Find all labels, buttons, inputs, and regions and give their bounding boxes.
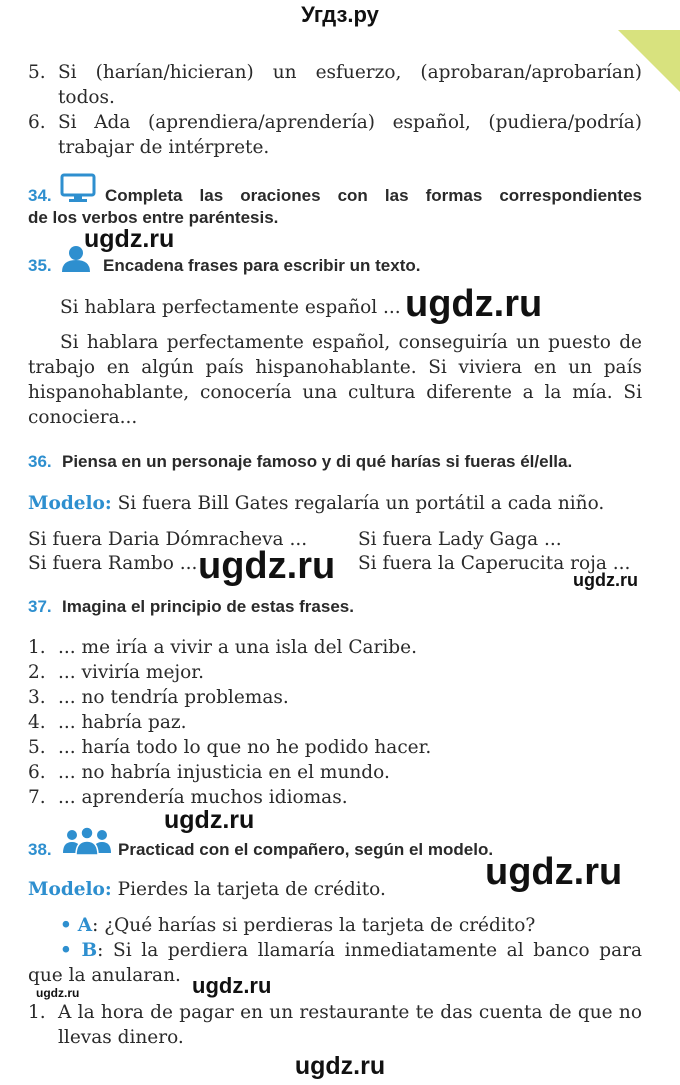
exercise-34-title-line1: Completa las oraciones con las formas correspondientes	[105, 186, 642, 205]
exercise-34-number: 34.	[28, 186, 52, 205]
list-item-text: ... no habría injusticia en el mundo.	[58, 762, 390, 783]
exercise-35-start: Si hablara perfectamente español ...	[60, 297, 401, 318]
exercise-36-option: Si fuera Daria Dómracheva ...	[28, 529, 308, 550]
exercise-38-item-1-line2: llevas dinero.	[58, 1027, 184, 1048]
list-item-num: 7.	[28, 787, 46, 808]
prev-item-6-line1: Si Ada (aprendiera/aprendería) español, (pudiera/podría)	[58, 112, 642, 133]
watermark: ugdz.ru	[485, 851, 623, 893]
list-item-text: ... aprendería muchos idiomas.	[58, 787, 348, 808]
list-item-text: ... no tendría problemas.	[58, 687, 289, 708]
list-item-text: ... habría paz.	[58, 712, 187, 733]
group-icon	[62, 826, 112, 860]
site-header: Угдз.ру	[301, 2, 379, 27]
watermark: ugdz.ru	[405, 283, 543, 325]
exercise-38-title: Practicad con el compañero, según el modelo.	[118, 840, 494, 859]
bullet-icon: •	[60, 940, 72, 961]
bullet-icon: •	[60, 915, 72, 936]
dialog-line-a	[60, 913, 535, 938]
exercise-36-modelo	[28, 491, 604, 516]
exercise-35-paragraph-line1: Si hablara perfectamente español, conseguiría un puesto de	[60, 332, 642, 353]
exercise-35-paragraph-line4: conociera...	[28, 407, 138, 428]
exercise-38-item-1-num: 1.	[28, 1002, 46, 1023]
exercise-36-number: 36.	[28, 452, 52, 471]
prev-item-5-line2: todos.	[58, 87, 115, 108]
speaker-b-label: B	[81, 940, 98, 961]
exercise-38-item-1-line1: A la hora de pagar en un restaurante te das cuenta de que no	[58, 1002, 642, 1023]
list-item-text: ... viviría mejor.	[58, 662, 204, 683]
dialog-line-b-cont: que la anularan.	[28, 965, 181, 986]
modelo-label: Modelo:	[28, 879, 112, 900]
exercise-36-title: Piensa en un personaje famoso y di qué harías si fueras él/ella.	[62, 452, 573, 471]
speaker-a-text: : ¿Qué harías si perdieras la tarjeta de crédito?	[92, 915, 536, 936]
list-item-text: ... haría todo lo que no he podido hacer.	[58, 737, 432, 758]
exercise-34-title-line2: de los verbos entre paréntesis.	[28, 208, 279, 227]
list-item-num: 4.	[28, 712, 46, 733]
exercise-38-number: 38.	[28, 840, 52, 859]
person-icon	[60, 245, 92, 277]
list-item-num: 1.	[28, 637, 46, 658]
watermark: ugdz.ru	[164, 806, 255, 834]
list-item-num: 2.	[28, 662, 46, 683]
list-item-num: 5.	[28, 737, 46, 758]
dialog-line-b	[60, 938, 642, 963]
exercise-37-title: Imagina el principio de estas frases.	[62, 597, 354, 616]
exercise-37-number: 37.	[28, 597, 52, 616]
exercise-35-title: Encadena frases para escribir un texto.	[103, 256, 421, 275]
prev-item-6-line2: trabajar de intérprete.	[58, 137, 270, 158]
watermark: ugdz.ru	[294, 1052, 386, 1080]
list-item-text: ... me iría a vivir a una isla del Caribe.	[58, 637, 417, 658]
exercise-35-paragraph-line2: trabajo en algún país hispanohablante. Si viviera en un país	[28, 357, 642, 378]
watermark: ugdz.ru	[84, 225, 175, 253]
speaker-b-text: : Si la perdiera llamaría inmediatamente al banco para	[97, 940, 642, 961]
exercise-35-paragraph-line3: hispanohablante, conocería una cultura diferente a la mía. Si	[28, 382, 642, 403]
prev-item-6-num: 6.	[28, 112, 46, 133]
modelo-text: Pierdes la tarjeta de crédito.	[117, 879, 386, 900]
prev-item-5-line1: Si (harían/hicieran) un esfuerzo, (aprobaran/aprobarían)	[58, 62, 642, 83]
exercise-36-option: Si fuera Rambo ...	[28, 553, 198, 574]
exercise-36-option: Si fuera Lady Gaga ...	[358, 529, 562, 550]
exercise-38-modelo	[28, 877, 386, 902]
list-item-num: 6.	[28, 762, 46, 783]
computer-icon	[60, 173, 96, 207]
prev-item-5-num: 5.	[28, 62, 46, 83]
modelo-text: Si fuera Bill Gates regalaría un portátil a cada niño.	[117, 493, 605, 514]
watermark: ugdz.ru	[192, 973, 272, 998]
watermark: ugdz.ru	[573, 570, 638, 590]
watermark: ugdz.ru	[36, 986, 80, 1000]
list-item-num: 3.	[28, 687, 46, 708]
modelo-label: Modelo:	[28, 493, 112, 514]
speaker-a-label: A	[77, 915, 93, 936]
exercise-35-number: 35.	[28, 256, 52, 275]
watermark: ugdz.ru	[198, 545, 336, 587]
exercise-36-option: Si fuera la Caperucita roja ...	[358, 553, 631, 574]
